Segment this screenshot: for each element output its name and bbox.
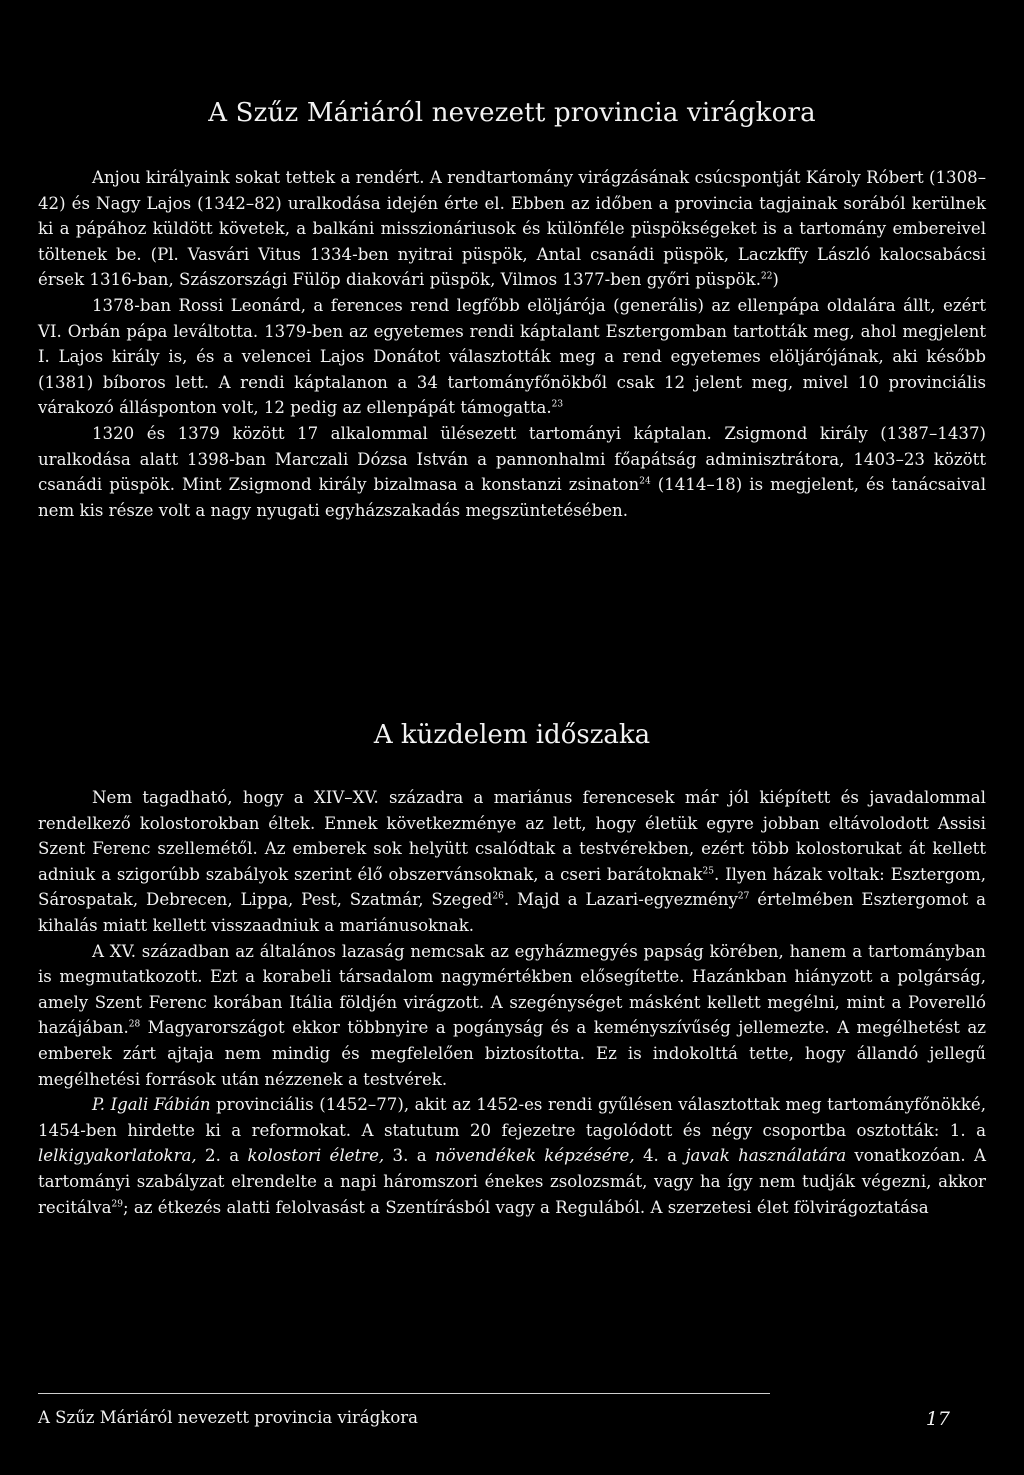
running-title: A Szűz Máriáról nevezett provincia virágkora — [38, 1408, 418, 1427]
text: 2. a — [196, 1146, 248, 1166]
paragraph — [38, 293, 986, 421]
text: Anjou királyaink sokat tettek a rendért. A rendtartomány virágzásának csúcspontját Károly Róbert (1308–42) és Nagy Lajos (1342–82) uralkodása idején érte el. Ebben az időben a provincia tagjainak sorából kerülnek ki a pápához küldött követek, a balkáni misszionáriusok és különféle püspökségeket is a tartomány embereivel töltenek be. (Pl. Vasvári Vitus 1334-ben nyitrai püspök, Antal csanádi püspök, Laczkffy László kalocsabácsi érsek 1316-ban, Szászországi Fülöp diakovári püspök, Vilmos 1377-ben győri püspök. — [38, 168, 986, 290]
footnote-ref[interactable]: 28 — [128, 1019, 141, 1030]
footnote-ref[interactable]: 24 — [639, 476, 651, 487]
text: vonatkozóan. A tartományi szabályzat elrendelte a napi háromszori énekes zsolozsmát, vagy ha így nem tudják végezni, akkor recitálva — [38, 1146, 986, 1217]
footnote-ref[interactable]: 22 — [760, 271, 773, 282]
text: A XV. században az általános lazaság nemcsak az egyházmegyés papság körében, hanem a tartományban is megmutatkozott. Ezt a korabeli társadalom nagymértékben elősegítette. Hazánkban hiányzott a polgárság, amely Szent Ferenc korában Itália földjén virágzott. A szegénységet másként kellett megélni, mint a Poverelló hazájában. — [38, 941, 986, 1038]
page — [38, 0, 986, 1475]
paragraph — [38, 421, 986, 523]
text: provinciális (1452–77), akit az 1452-es rendi gyűlésen választottak meg tartományfőnökké, 1454-ben hirdette ki a reformokat. A statutum 20 fejezetre tagolódott és négy csoportba osztották: 1. a — [38, 1095, 986, 1140]
italic-term: kolostori életre, — [247, 1146, 385, 1166]
italic-term: növendékek képzésére, — [434, 1146, 635, 1166]
text: ; az étkezés alatti felolvasást a Szentírásból vagy a Regulából. A szerzetesi élet fölvirágoztatása — [122, 1197, 929, 1217]
paragraph — [38, 785, 986, 939]
text: . Majd a Lazari-egyezmény — [503, 890, 738, 910]
text: Magyarországot ekkor többnyire a pogányság és a keményszívűség jellemezte. A megélhetést az emberek zárt ajtaja nem mindig és megfelelően biztosította. Ez is indokolttá tette, hogy állandó jellegű megélhetési források után nézzenek a testvérek. — [38, 1018, 986, 1089]
italic-term: javak használatára — [685, 1146, 847, 1166]
section-title: A küzdelem időszaka — [373, 720, 651, 750]
paragraph — [38, 165, 986, 293]
footnote-ref[interactable]: 29 — [111, 1198, 123, 1209]
chapter-title: A Szűz Máriáról nevezett provincia virágkora — [208, 98, 816, 128]
text: értelmében Esztergomot a kihalás miatt kellett visszaadniuk a mariánusoknak. — [38, 890, 986, 935]
text: 1378-ban Rossi Leonárd, a ferences rend legfőbb elöljárója (generális) az ellenpápa oldalára állt, ezért VI. Orbán pápa leváltotta. 1379-ben az egyetemes rendi káptalant Esztergomban tartották meg, ahol megjelent I. Lajos király is, és a velencei Lajos Donátot választották meg a rend egyetemes elöljárójának, aki később (1381) bíboros lett. A rendi káptalanon a 34 tartományfőnökből csak 12 jelent meg, mivel 10 provinciális várakozó állásponton volt, 12 pedig az ellenpápát támogatta. — [38, 295, 986, 418]
text: 4. a — [634, 1146, 686, 1166]
section-2-body — [38, 785, 986, 1220]
section-1-body — [38, 165, 986, 523]
text: 1320 és 1379 között 17 alkalommal ülésezett tartományi káptalan. Zsigmond király (1387–1437) uralkodása alatt 1398-ban Marczali Dózsa István a pannonhalmi főapátság adminisztrátora, 1403–23 között csanádi püspök. Mint Zsigmond király bizalmasa a konstanzi zsinaton — [38, 423, 986, 495]
footnote-ref[interactable]: 23 — [551, 399, 564, 410]
text: ) — [772, 270, 779, 290]
text: (1414–18) is megjelent, és tanácsaival nem kis része volt a nagy nyugati egyházszakadás megszüntetésében. — [38, 475, 987, 520]
paragraph — [38, 939, 986, 1093]
text: . Ilyen házak voltak: Esztergom, Sárospatak, Debrecen, Lippa, Pest, Szatmár, Szeged — [38, 864, 986, 910]
footer-rule — [38, 1393, 770, 1394]
person-name: P. Igali Fábián — [92, 1095, 211, 1115]
text: 3. a — [384, 1146, 435, 1166]
footnote-ref[interactable]: 27 — [737, 891, 750, 902]
paragraph — [38, 1092, 986, 1220]
italic-term: lelkigyakorlatokra, — [38, 1146, 197, 1166]
footnote-ref[interactable]: 26 — [492, 891, 504, 902]
text: Nem tagadható, hogy a XIV–XV. századra a mariánus ferencesek már jól kiépített és javadalommal rendelkező kolostorokban éltek. Ennek következménye az lett, hogy életük egyre jobban eltávolodott Assisi Szent Ferenc szellemétől. Az emberek sok helyütt csalódtak a testvérekben, ezért több kolostorukat át kellett adniuk a szigorúbb szabályok szerint élő obszervánsoknak, a cseri barátoknak — [38, 788, 986, 884]
page-number: 17 — [925, 1408, 950, 1430]
footnote-ref[interactable]: 25 — [702, 866, 714, 877]
